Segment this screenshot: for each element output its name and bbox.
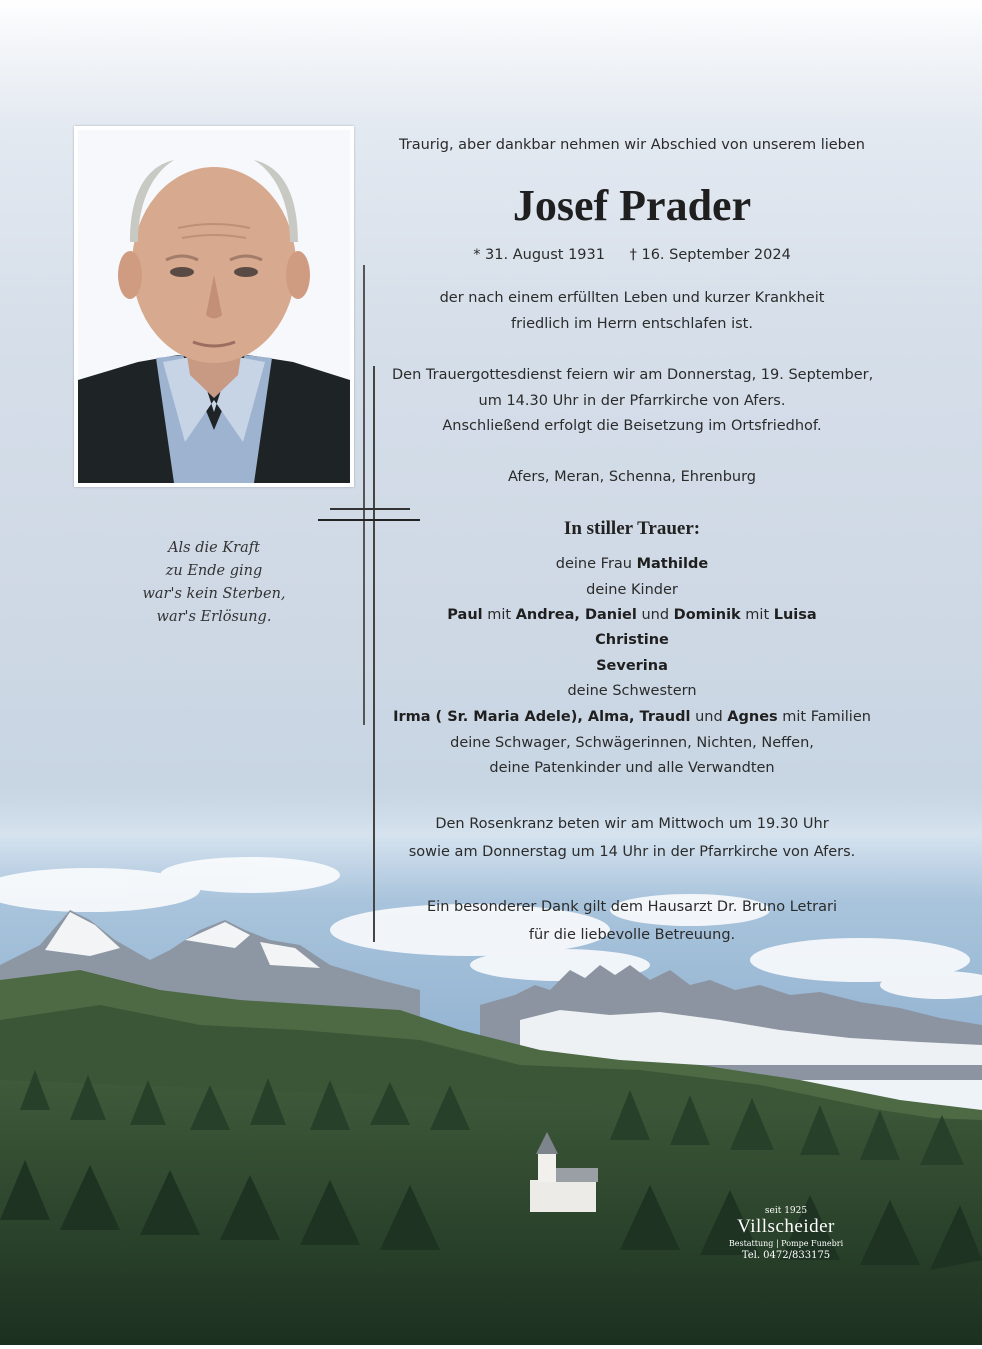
child-name: Andrea, Daniel [515,607,637,623]
intro-text: Traurig, aber dankbar nehmen wir Abschied von unserem lieben [399,137,865,153]
thanks-line: Ein besonderer Dank gilt dem Hausarzt Dr. Bruno Letrari [427,899,837,915]
logo-subtitle: Bestattung | Pompe Funebri [728,1239,844,1248]
death-date: † 16. September 2024 [629,247,791,263]
memorial-quote [114,537,314,629]
connector-text: mit Familien [782,709,871,725]
passing-line: der nach einem erfüllten Leben und kurzer Krankheit [439,290,825,306]
logo-since: seit 1925 [764,1206,808,1216]
life-dates [392,247,872,263]
wife-name: Mathilde [636,556,709,572]
rosary-line: Den Rosenkranz beten wir am Mittwoch um 19.30 Uhr [435,816,829,832]
sister-name: Agnes [727,709,778,725]
relatives-line: deine Patenkinder und alle Verwandten [489,760,775,776]
child-name: Paul [447,607,483,623]
quote-line: war's kein Sterben, [142,586,286,602]
logo-brand: Villscheider [737,1216,835,1237]
connector-text: mit [745,607,770,623]
cross-line-vertical-1 [363,265,365,725]
mourner-child [392,632,872,648]
cross-line-horizontal-1 [330,508,410,510]
sister-names: Irma ( Sr. Maria Adele), Alma, Traudl [393,709,691,725]
child-name: Christine [595,632,669,648]
funeral-home-logo [716,1206,856,1263]
service-line: Den Trauergottesdienst feiern wir am Donnerstag, 19. September, [392,367,874,383]
wife-prefix: deine Frau [555,556,632,572]
logo-telephone: Tel. 0472/833175 [741,1250,831,1261]
mourners-title: In stiller Trauer: [563,518,701,539]
rosary-line: sowie am Donnerstag um 14 Uhr in der Pfarrkirche von Afers. [408,844,856,860]
sisters-label: deine Schwestern [567,683,697,699]
quote-line: zu Ende ging [165,563,263,579]
passing-line: friedlich im Herrn entschlafen ist. [511,316,753,332]
quote-line: war's Erlösung. [156,609,272,625]
service-line: Anschließend erfolgt die Beisetzung im Ortsfriedhof. [442,418,822,434]
places-line: Afers, Meran, Schenna, Ehrenburg [507,469,757,485]
service-line: um 14.30 Uhr in der Pfarrkirche von Afers. [478,393,786,409]
deceased-name: Josef Prader [512,181,752,230]
child-name: Luisa [773,607,817,623]
birth-date: * 31. August 1931 [473,247,605,263]
child-name: Dominik [673,607,741,623]
portrait-photo [74,126,354,487]
quote-line: Als die Kraft [168,540,260,556]
mourner-wife [392,556,872,572]
connector-text: und [641,607,670,623]
mourner-child [392,658,872,674]
inlaws-line: deine Schwager, Schwägerinnen, Nichten, Neffen, [450,735,814,751]
child-name: Severina [596,658,668,674]
mourner-sisters [392,709,872,725]
thanks-line: für die liebevolle Betreuung. [528,927,736,943]
connector-text: mit [487,607,512,623]
children-label: deine Kinder [586,582,678,598]
cross-line-vertical-2 [373,366,375,942]
connector-text: und [695,709,723,725]
mourner-children [392,607,872,623]
